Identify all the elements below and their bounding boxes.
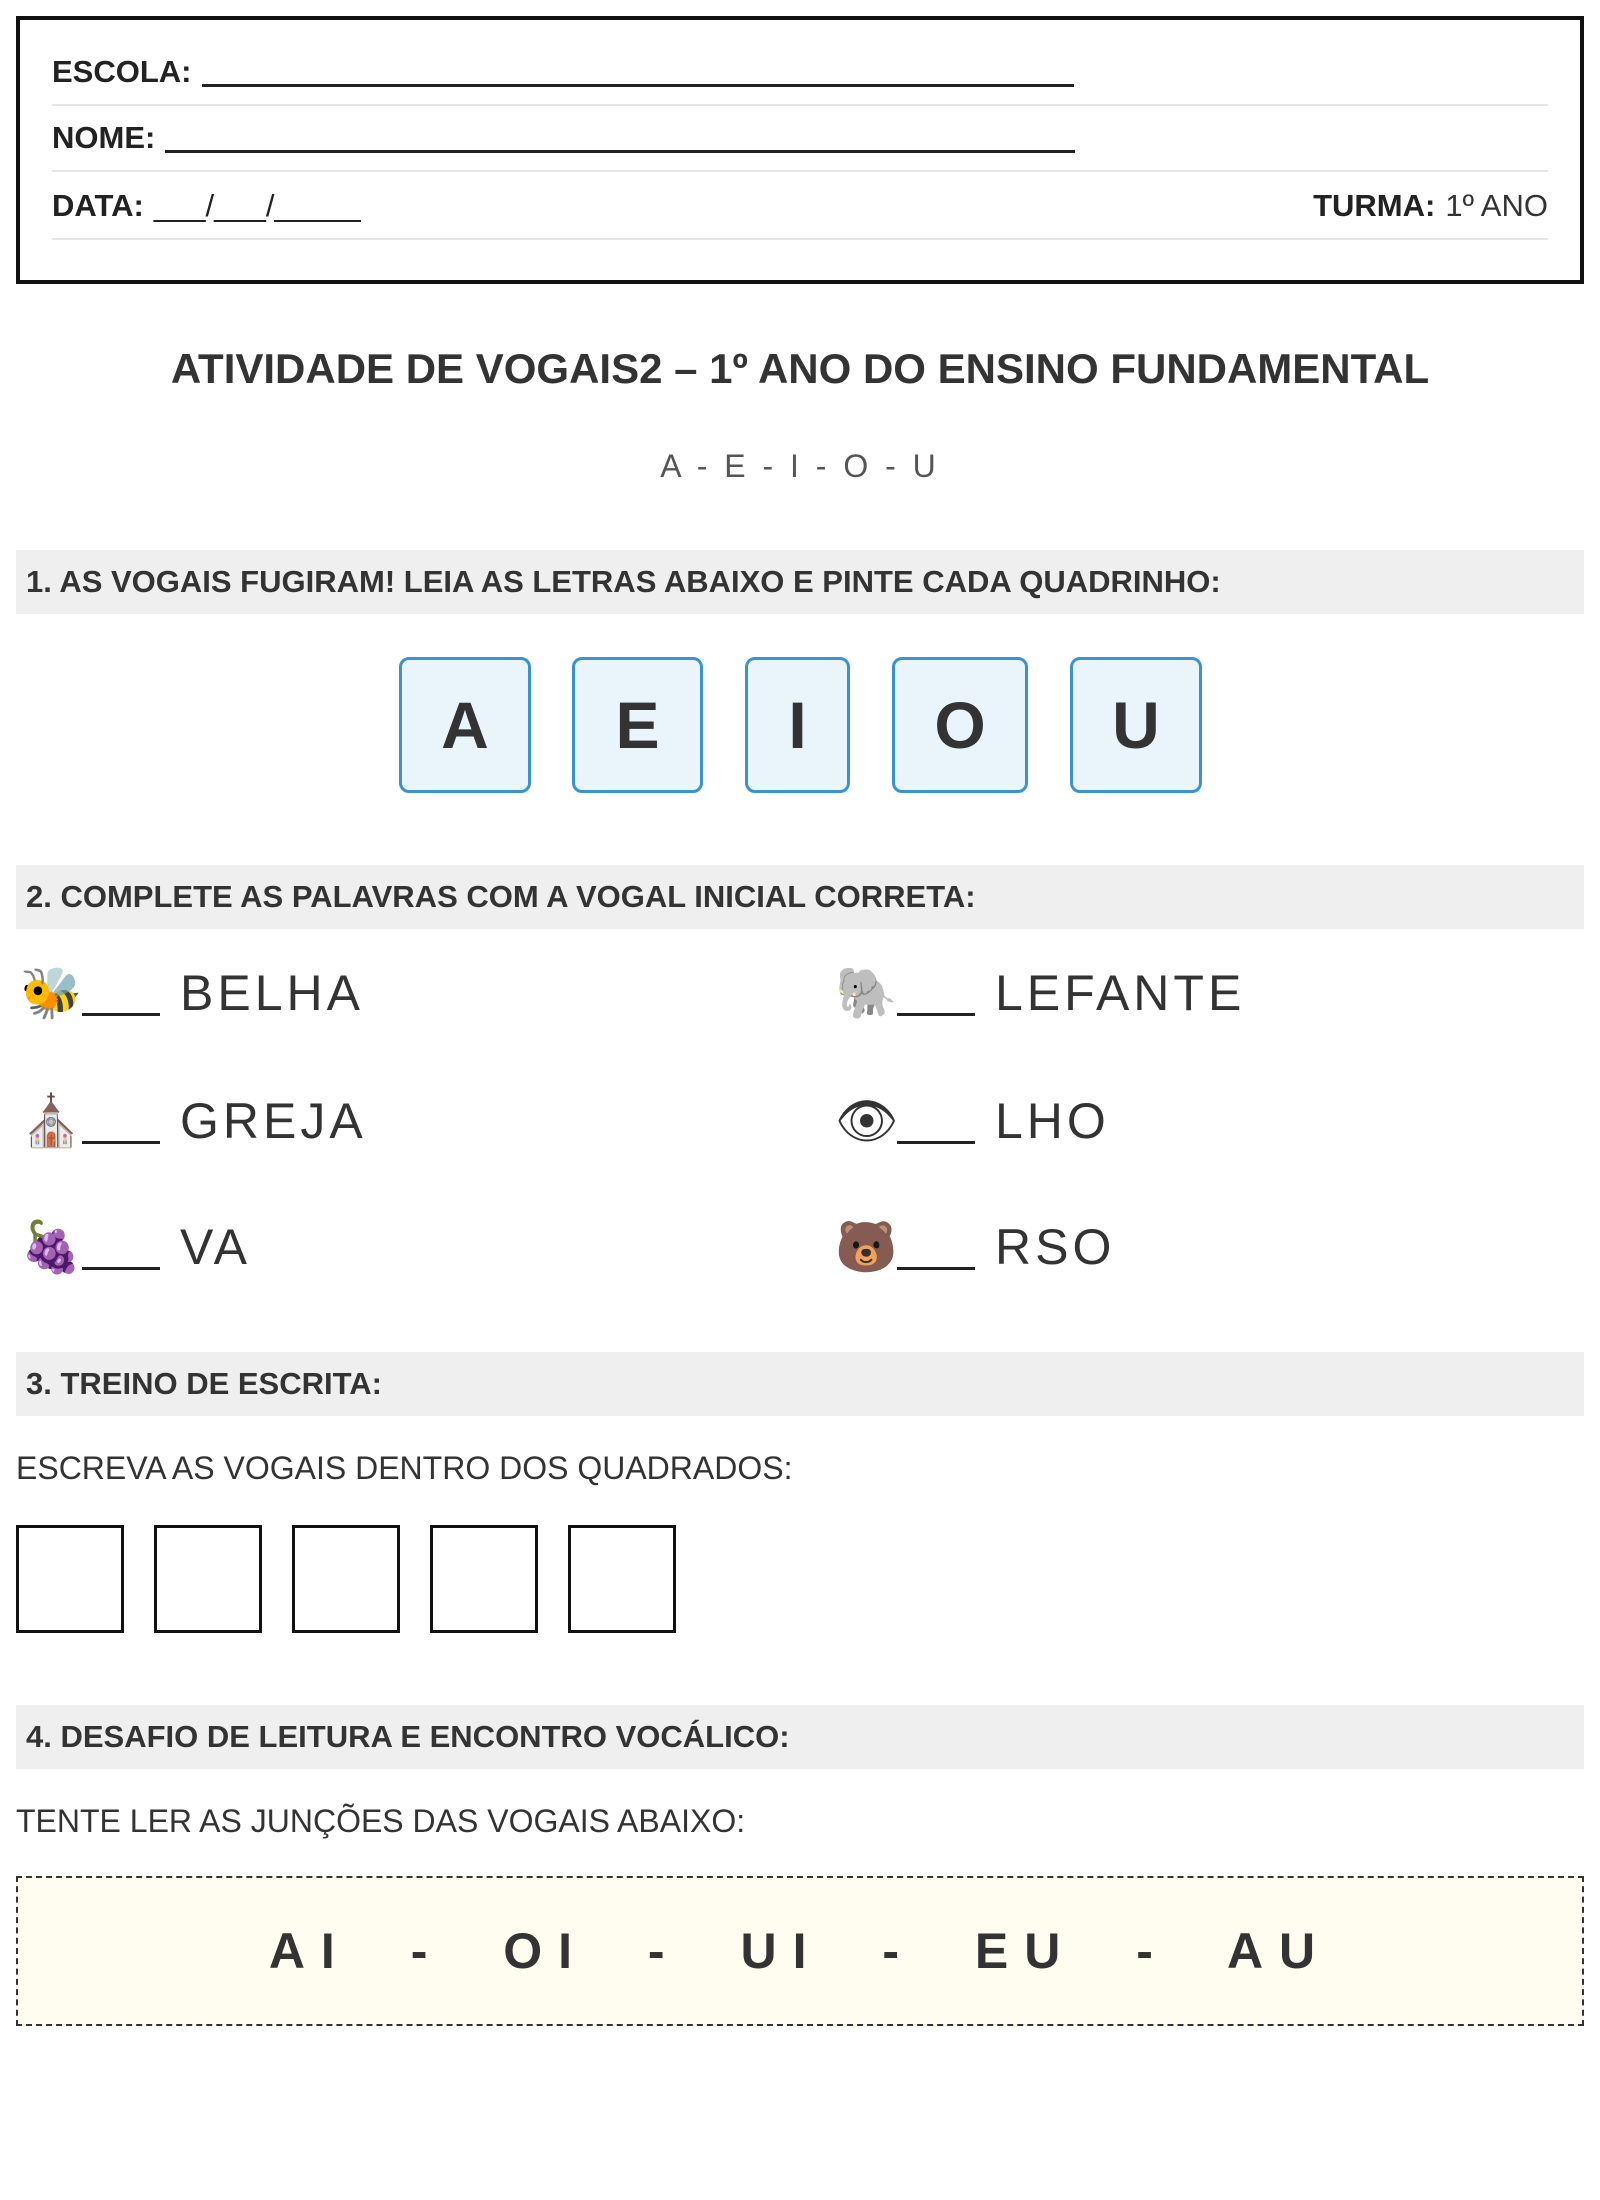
- blank-field[interactable]: [897, 1224, 975, 1270]
- word-item-lho: [835, 1086, 1110, 1156]
- class-label: TURMA:: [1313, 188, 1436, 223]
- blank-field[interactable]: [897, 970, 975, 1016]
- reading-challenge-box: [16, 1876, 1584, 2026]
- word-item-belha: [20, 958, 364, 1028]
- word-item-va: [20, 1212, 251, 1282]
- word-text: VA: [180, 1219, 251, 1275]
- elephant-icon: 🐘: [835, 965, 898, 1021]
- date-row: [52, 174, 1548, 240]
- date-field[interactable]: ___/___/_____: [153, 188, 361, 223]
- name-label: NOME:: [52, 120, 156, 155]
- blank-field[interactable]: [82, 970, 160, 1016]
- section1-heading: 1. AS VOGAIS FUGIRAM! LEIA AS LETRAS ABAIXO E PINTE CADA QUADRINHO:: [16, 550, 1584, 614]
- section3-instruction: ESCREVA AS VOGAIS DENTRO DOS QUADRADOS:: [16, 1450, 793, 1486]
- bee-icon: 🐝: [20, 965, 83, 1021]
- blank-field[interactable]: [82, 1098, 160, 1144]
- section2-heading: 2. COMPLETE AS PALAVRAS COM A VOGAL INICIAL CORRETA:: [16, 865, 1584, 929]
- word-text: RSO: [995, 1219, 1116, 1275]
- word-text: BELHA: [180, 965, 364, 1021]
- word-text: LEFANTE: [995, 965, 1246, 1021]
- school-label: ESCOLA:: [52, 54, 192, 89]
- vowel-card-e[interactable]: E: [572, 657, 703, 793]
- word-text: GREJA: [180, 1093, 367, 1149]
- writing-box[interactable]: [568, 1525, 676, 1633]
- name-row: [52, 106, 1548, 172]
- page-title: ATIVIDADE DE VOGAIS2 – 1º ANO DO ENSINO FUNDAMENTAL: [170, 345, 1430, 392]
- school-field[interactable]: [202, 57, 1074, 87]
- school-row: [52, 40, 1548, 106]
- section4-heading: 4. DESAFIO DE LEITURA E ENCONTRO VOCÁLICO:: [16, 1705, 1584, 1769]
- section3-heading: 3. TREINO DE ESCRITA:: [16, 1352, 1584, 1416]
- vowel-card-a[interactable]: A: [399, 657, 531, 793]
- writing-box[interactable]: [16, 1525, 124, 1633]
- word-item-rso: [835, 1212, 1115, 1282]
- date-label: DATA:: [52, 188, 144, 223]
- bear-icon: 🐻: [835, 1219, 898, 1275]
- vowel-card-u[interactable]: U: [1070, 657, 1202, 793]
- vowel-encounters-text: AI - OI - UI - EU - AU: [268, 1923, 1332, 1979]
- vowel-card-i[interactable]: I: [745, 657, 850, 793]
- word-text: LHO: [995, 1093, 1110, 1149]
- vowel-card-o[interactable]: O: [892, 657, 1028, 793]
- grapes-icon: 🍇: [20, 1219, 83, 1275]
- blank-field[interactable]: [82, 1224, 160, 1270]
- church-icon: ⛪: [20, 1093, 83, 1149]
- class-value: 1º ANO: [1445, 188, 1548, 223]
- writing-box[interactable]: [154, 1525, 262, 1633]
- blank-field[interactable]: [897, 1098, 975, 1144]
- header-box: [16, 16, 1584, 284]
- word-item-lefante: [835, 958, 1245, 1028]
- class-info: [1313, 188, 1548, 224]
- writing-box[interactable]: [430, 1525, 538, 1633]
- writing-box[interactable]: [292, 1525, 400, 1633]
- word-item-greja: [20, 1086, 367, 1156]
- name-field[interactable]: [165, 123, 1075, 153]
- eye-icon: 👁: [835, 1093, 899, 1149]
- page-subtitle: A - E - I - O - U: [660, 448, 940, 484]
- section4-instruction: TENTE LER AS JUNÇÕES DAS VOGAIS ABAIXO:: [16, 1803, 746, 1839]
